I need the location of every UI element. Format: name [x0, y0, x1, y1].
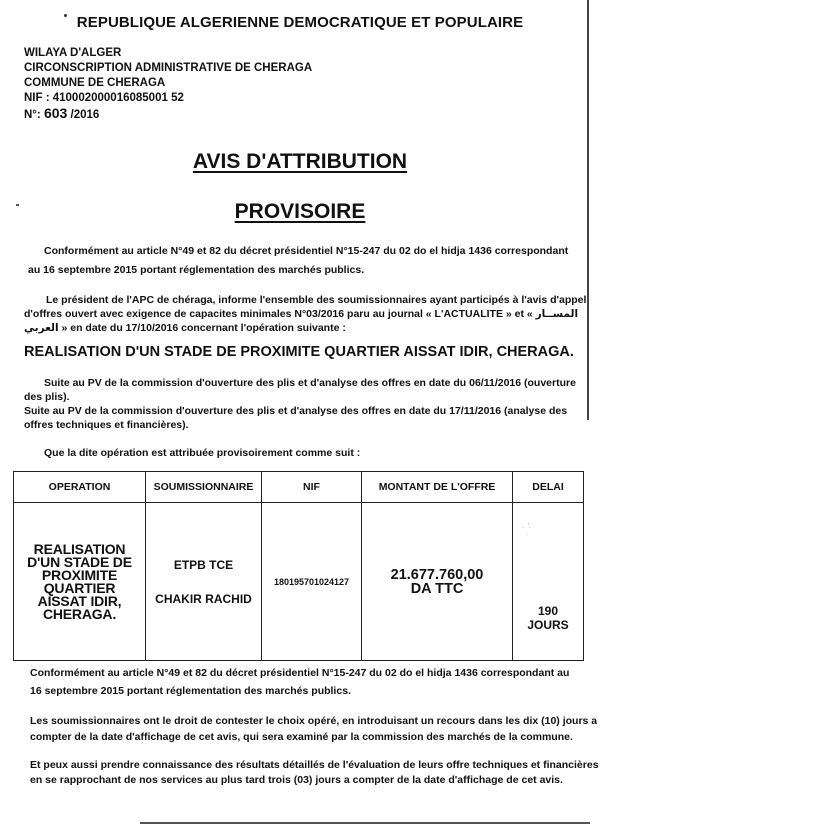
- operation-line: PROXIMITE: [41, 566, 118, 583]
- col-header-nif: NIF: [262, 472, 362, 503]
- col-header-soumissionnaire: SOUMISSIONNAIRE: [146, 472, 262, 503]
- paragraph-pv-line2: des plis).: [24, 391, 70, 403]
- paragraph-president-line2: d'offres ouvert avec exigence de capacites minimales N°03/2016 paru au journal « L'ACTUALITE » et « المســار: [24, 308, 579, 320]
- scan-noise: . '. .: [522, 523, 532, 537]
- document-subtitle: PROVISOIRE: [234, 200, 366, 223]
- table-row: [14, 503, 584, 661]
- table-header-row: [14, 472, 584, 503]
- number-value: 603: [43, 105, 68, 121]
- paragraph-legal-line2: au 16 septembre 2015 portant réglementation des marchés publics.: [28, 264, 365, 276]
- operation-title: REALISATION D'UN STADE DE PROXIMITE QUARTIER AISSAT IDIR, CHERAGA.: [24, 344, 574, 360]
- footer-resultats-line2: en se rapprochant de nos services au plus tard trois (03) jours a compter de la date d'affichage de cet avis.: [30, 774, 563, 786]
- reference-number: [24, 106, 312, 123]
- document-title: AVIS D'ATTRIBUTION: [192, 150, 408, 173]
- wilaya-line: WILAYA D'ALGER: [24, 47, 122, 59]
- footer-resultats-line1: Et peux aussi prendre connaissance des résultats détaillés de l'évaluation de leurs offre techniques et financières: [30, 759, 599, 771]
- footer-legal-line1: Conformément au article N°49 et 82 du décret présidentiel N°15-247 du 02 do el hidja 1436 correspondant au: [30, 667, 570, 679]
- montant-currency: DA TTC: [410, 580, 464, 597]
- republic-heading: REPUBLIQUE ALGERIENNE DEMOCRATIQUE ET POPULAIRE: [76, 14, 524, 31]
- nif-line: NIF : 410002000016085001 52: [24, 92, 184, 104]
- page-bottom-edge: [140, 822, 590, 824]
- commune-line: COMMUNE DE CHERAGA: [24, 77, 166, 89]
- footer-recours-line2: compter de la date d'affichage de cet avis, qui sera examiné par la commission des marchés de la commune.: [30, 731, 573, 743]
- footer-recours-line1: Les soumissionnaires ont le droit de contester le choix opéré, en introduisant un recours dans les dix (10) jours a: [30, 715, 598, 727]
- number-year: /2016: [70, 109, 100, 121]
- paragraph-attribution: Que la dite opération est attribuée provisoirement comme suit :: [44, 447, 361, 459]
- soumissionnaire-company: ETPB TCE: [173, 557, 234, 572]
- cell-soumissionnaire: [146, 503, 262, 661]
- number-prefix: N°:: [24, 109, 41, 121]
- paragraph-president-line1: Le président de l'APC de chéraga, informe l'ensemble des soumissionnaires ayant participés à l'avis d'appel: [46, 294, 587, 306]
- col-header-montant: MONTANT DE L'OFFRE: [362, 472, 513, 503]
- cell-montant: [362, 503, 513, 661]
- delai-unit: JOURS: [527, 618, 569, 632]
- operation-line: CHERAGA.: [42, 605, 117, 622]
- col-header-operation: OPERATION: [14, 472, 146, 503]
- footer-legal-line2: 16 septembre 2015 portant réglementation des marchés publics.: [30, 685, 351, 697]
- soumissionnaire-name: CHAKIR RACHID: [155, 591, 252, 606]
- col-header-delai: DELAI: [513, 472, 584, 503]
- circonscription-line: CIRCONSCRIPTION ADMINISTRATIVE DE CHERAGA: [24, 62, 313, 74]
- cell-nif: 180195701024127: [262, 503, 362, 661]
- attribution-table: [13, 471, 584, 661]
- operation-line: D'UN STADE DE: [27, 553, 132, 570]
- paragraph-president-line3: العربي » en date du 17/10/2016 concernant l'opération suivante :: [24, 322, 346, 334]
- operation-line: REALISATION: [33, 540, 126, 557]
- cell-operation: [14, 503, 146, 661]
- operation-line: AISSAT IDIR,: [37, 592, 122, 609]
- paragraph-legal-line1: Conformément au article N°49 et 82 du décret présidentiel N°15-247 du 02 do el hidja 1436 correspondant: [44, 245, 569, 257]
- paragraph-pv-line3: Suite au PV de la commission d'ouverture des plis et d'analyse des offres en date du 17/11/2016 (analyse des: [24, 405, 568, 417]
- delai-value: 190: [537, 604, 559, 618]
- administrative-header: [24, 46, 312, 123]
- montant-amount: 21.677.760,00: [390, 566, 484, 583]
- operation-line: QUARTIER: [43, 579, 116, 596]
- paragraph-pv-line1: Suite au PV de la commission d'ouverture des plis et d'analyse des offres en date du 06/11/2016 (ouverture: [44, 377, 576, 389]
- paragraph-pv-line4: offres techniques et financières).: [24, 419, 189, 431]
